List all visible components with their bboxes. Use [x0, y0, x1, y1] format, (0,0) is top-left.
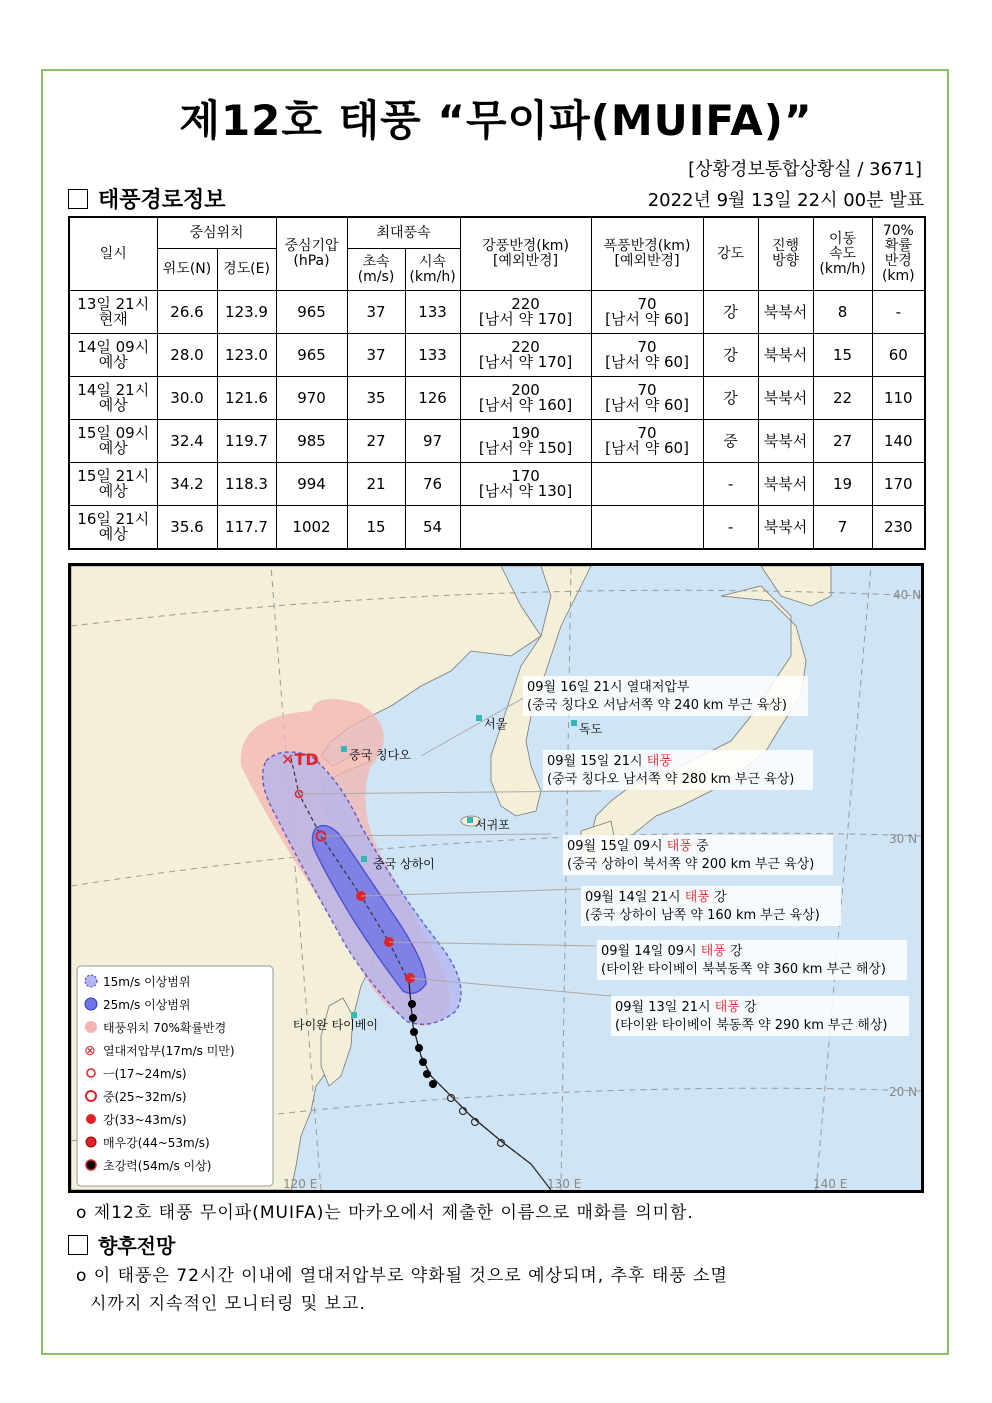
ann-3-line1: 09월 15일 09시 태풍 중 [567, 839, 709, 854]
lat-label-40: 40 N [893, 588, 921, 602]
header-maxwind: 최대풍속 [347, 217, 460, 249]
cell-lon: 119.7 [217, 420, 276, 463]
place-shanghai: 중국 상하이 [373, 857, 435, 871]
header-lon: 경도(E) [217, 249, 276, 291]
table-row [69, 377, 925, 420]
outlook-line-2: 시까지 지속적인 모니터링 및 보고. [90, 1294, 366, 1314]
issue-date: 2022년 9월 13일 22시 00분 발표 [647, 190, 924, 211]
cell-hpa: 985 [276, 420, 347, 463]
cell-prob: - [872, 291, 925, 334]
typhoon-track-map [68, 563, 924, 1193]
header-lat: 위도(N) [157, 249, 217, 291]
header-storm-radius: 폭풍반경(km) [예외반경] [591, 217, 703, 291]
cell-dir: 북북서 [758, 334, 813, 377]
cell-intensity: - [703, 506, 758, 550]
outlook-line-1: o 이 태풍은 72시간 이내에 열대저압부로 약화될 것으로 예상되며, 추후 태풍 소멸 [76, 1266, 728, 1286]
cell-ms: 37 [347, 334, 405, 377]
legend-verystrong: 매우강(44~53m/s) [103, 1136, 210, 1150]
lon-label-140: 140 E [813, 1177, 848, 1190]
table-row [69, 334, 925, 377]
ann-1-line1: 09월 16일 21시 열대저압부 [527, 680, 690, 695]
cell-ms: 27 [347, 420, 405, 463]
cell-speed: 27 [813, 420, 872, 463]
ann-5-line2: (타이완 타이베이 북북동쪽 약 360 km 부근 해상) [601, 962, 887, 977]
cell-prob: 170 [872, 463, 925, 506]
place-seogwipo: 서귀포 [475, 818, 510, 832]
cell-lon: 117.7 [217, 506, 276, 550]
cell-hpa: 965 [276, 334, 347, 377]
place-seoul: 서울 [484, 717, 508, 731]
legend-strong: 강(33~43m/s) [103, 1113, 187, 1127]
cell-storm: 70 [남서 약 60] [591, 291, 703, 334]
cell-lat: 35.6 [157, 506, 217, 550]
cell-dir: 북북서 [758, 377, 813, 420]
cell-lon: 118.3 [217, 463, 276, 506]
header-datetime: 일시 [69, 217, 157, 291]
section-track-heading: 태풍경로정보 [68, 183, 226, 214]
ann-6-line1: 09월 13일 21시 태풍 강 [615, 1000, 757, 1015]
page-title: 제12호 태풍 “무이파(MUIFA)” [179, 96, 813, 145]
cell-ms: 37 [347, 291, 405, 334]
legend-verystrong-icon [86, 1137, 96, 1147]
ann-6-line2: (타이완 타이베이 북동쪽 약 290 km 부근 해상) [615, 1018, 888, 1033]
cell-kmh: 76 [405, 463, 460, 506]
cell-speed: 7 [813, 506, 872, 550]
cell-kmh: 54 [405, 506, 460, 550]
cell-strong: 200 [남서 약 160] [460, 377, 591, 420]
ann-2-line2: (중국 칭다오 남서쪽 약 280 km 부근 육상) [547, 772, 795, 787]
cell-intensity: 강 [703, 291, 758, 334]
cell-intensity: 강 [703, 334, 758, 377]
cell-prob: 140 [872, 420, 925, 463]
cell-lat: 28.0 [157, 334, 217, 377]
cell-lon: 123.9 [217, 291, 276, 334]
cell-storm [591, 463, 703, 506]
table-row [69, 291, 925, 334]
typhoon-track-table [68, 216, 926, 550]
td-marker: ✕TD [281, 750, 319, 769]
cell-storm: 70 [남서 약 60] [591, 420, 703, 463]
cell-kmh: 133 [405, 291, 460, 334]
cell-lat: 32.4 [157, 420, 217, 463]
cell-dir: 북북서 [758, 463, 813, 506]
legend-td-icon: ⊗ [84, 1043, 96, 1059]
cell-strong: 170 [남서 약 130] [460, 463, 591, 506]
lat-label-20: 20 N [889, 1085, 918, 1099]
legend-td: 열대저압부(17m/s 미만) [103, 1044, 235, 1058]
header-speed: 이동 속도 (km/h) [813, 217, 872, 291]
cell-time: 16일 21시 예상 [69, 506, 157, 550]
map-svg [71, 566, 921, 1190]
cell-storm: 70 [남서 약 60] [591, 334, 703, 377]
header-kmh: 시속 (km/h) [405, 249, 460, 291]
ann-5-line1: 09월 14일 09시 태풍 강 [601, 944, 743, 959]
cell-time: 13일 21시 현재 [69, 291, 157, 334]
place-qingdao: 중국 칭다오 [349, 748, 411, 762]
cell-intensity: 강 [703, 377, 758, 420]
cell-strong [460, 506, 591, 550]
ann-1-line2: (중국 칭다오 서남서쪽 약 240 km 부근 육상) [527, 698, 787, 713]
cell-strong: 220 [남서 약 170] [460, 334, 591, 377]
legend-prob70: 태풍위치 70%확률반경 [103, 1021, 227, 1035]
cell-speed: 15 [813, 334, 872, 377]
header-strong-radius: 강풍반경(km) [예외반경] [460, 217, 591, 291]
cell-dir: 북북서 [758, 420, 813, 463]
cell-kmh: 133 [405, 334, 460, 377]
legend-strong-icon [86, 1114, 96, 1124]
cell-ms: 15 [347, 506, 405, 550]
cell-lon: 121.6 [217, 377, 276, 420]
header-direction: 진행 방향 [758, 217, 813, 291]
cell-ms: 35 [347, 377, 405, 420]
table-row [69, 463, 925, 506]
cell-intensity: - [703, 463, 758, 506]
cell-prob: 110 [872, 377, 925, 420]
legend-wind25: 25m/s 이상범위 [103, 998, 191, 1012]
cell-storm: 70 [남서 약 60] [591, 377, 703, 420]
cell-speed: 22 [813, 377, 872, 420]
legend-wind15: 15m/s 이상범위 [103, 975, 191, 989]
cell-hpa: 994 [276, 463, 347, 506]
legend-wind25-icon [85, 998, 97, 1010]
lon-label-120: 120 E [283, 1177, 318, 1190]
cell-lat: 26.6 [157, 291, 217, 334]
header-center: 중심위치 [157, 217, 276, 249]
table-row [69, 506, 925, 550]
cell-strong: 220 [남서 약 170] [460, 291, 591, 334]
cell-speed: 8 [813, 291, 872, 334]
ann-4-line2: (중국 상하이 남쪽 약 160 km 부근 육상) [585, 908, 820, 923]
checkbox-icon [68, 1235, 88, 1255]
map-legend [77, 966, 273, 1186]
outlook-paragraph [76, 1262, 926, 1318]
header-pressure: 중심기압 (hPa) [276, 217, 347, 291]
header-prob: 70% 확률 반경 (km) [872, 217, 925, 291]
cell-time: 15일 21시 예상 [69, 463, 157, 506]
cell-time: 15일 09시 예상 [69, 420, 157, 463]
legend-wind15-icon [85, 975, 97, 987]
legend-weak: ㅡ(17~24m/s) [103, 1067, 187, 1081]
section-outlook-heading: 향후전망 [68, 1230, 175, 1259]
place-taipei: 타이완 타이베이 [293, 1018, 378, 1032]
lon-label-130: 130 E [547, 1177, 582, 1190]
cell-lat: 30.0 [157, 377, 217, 420]
cell-speed: 19 [813, 463, 872, 506]
header-intensity: 강도 [703, 217, 758, 291]
checkbox-icon [68, 189, 88, 209]
place-dokdo: 독도 [579, 722, 603, 736]
cell-lon: 123.0 [217, 334, 276, 377]
cell-kmh: 97 [405, 420, 460, 463]
office-label: [상황경보통합상황실 / 3671] [688, 159, 922, 180]
cell-hpa: 1002 [276, 506, 347, 550]
header-ms: 초속 (m/s) [347, 249, 405, 291]
cell-dir: 북북서 [758, 291, 813, 334]
legend-super-icon [86, 1160, 96, 1170]
cell-strong: 190 [남서 약 150] [460, 420, 591, 463]
name-note: o 제12호 태풍 무이파(MUIFA)는 마카오에서 제출한 이름으로 매화를 의미함. [76, 1203, 694, 1223]
lat-label-30: 30 N [889, 832, 918, 846]
cell-intensity: 중 [703, 420, 758, 463]
cell-ms: 21 [347, 463, 405, 506]
cell-hpa: 970 [276, 377, 347, 420]
ann-2-line1: 09월 15일 21시 태풍 [547, 754, 672, 769]
table-row [69, 420, 925, 463]
cell-prob: 60 [872, 334, 925, 377]
cell-dir: 북북서 [758, 506, 813, 550]
cell-lat: 34.2 [157, 463, 217, 506]
cell-time: 14일 21시 예상 [69, 377, 157, 420]
ann-4-line1: 09월 14일 21시 태풍 강 [585, 890, 727, 905]
legend-prob70-icon [85, 1021, 97, 1033]
cell-storm [591, 506, 703, 550]
cell-kmh: 126 [405, 377, 460, 420]
cell-hpa: 965 [276, 291, 347, 334]
cell-time: 14일 09시 예상 [69, 334, 157, 377]
ann-3-line2: (중국 상하이 북서쪽 약 200 km 부근 육상) [567, 857, 815, 872]
cell-prob: 230 [872, 506, 925, 550]
legend-super: 초강력(54m/s 이상) [103, 1159, 212, 1173]
legend-medium: 중(25~32m/s) [103, 1090, 187, 1104]
